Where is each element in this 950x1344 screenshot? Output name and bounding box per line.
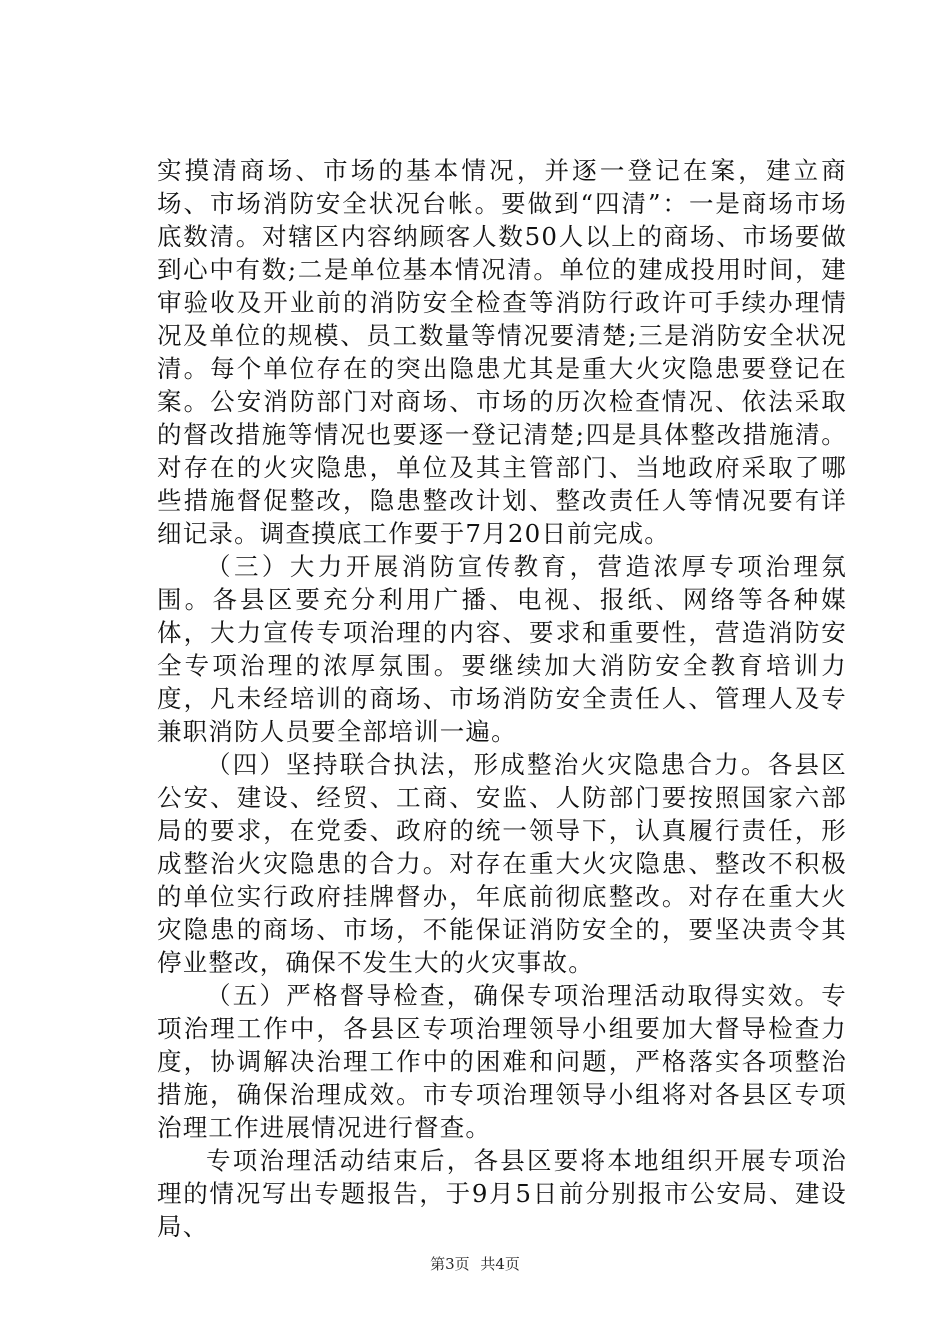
paragraph-conclusion: 专项治理活动结束后，各县区要将本地组织开展专项治理的情况写出专题报告，于9月5日前分别报市公安局、建设局、 [157, 1146, 847, 1241]
paragraph-section-5: （五）严格督导检查，确保专项治理活动取得实效。专项治理工作中，各县区专项治理领导小组要加大督导检查力度，协调解决治理工作中的困难和问题，严格落实各项整治措施，确保治理成效。市专项治理领导小组将对各县区专项治理工作进展情况进行督查。 [157, 981, 847, 1142]
document-body [157, 154, 847, 1243]
paragraph-section-3: （三）大力开展消防宣传教育，营造浓厚专项治理氛围。各县区要充分利用广播、电视、报纸、网络等各种媒体，大力宣传专项治理的内容、要求和重要性，营造消防安全专项治理的浓厚氛围。要继续加大消防安全教育培训力度，凡未经培训的商场、市场消防安全责任人、管理人及专兼职消防人员要全部培训一遍。 [157, 552, 847, 746]
page-number: 第3页 [430, 1255, 470, 1273]
page-total: 共4页 [480, 1255, 520, 1273]
page-footer [0, 1253, 950, 1274]
paragraph-investigation: 实摸清商场、市场的基本情况，并逐一登记在案，建立商场、市场消防安全状况台帐。要做到“四清”：一是商场市场底数清。对辖区内容纳顾客人数50人以上的商场、市场要做到心中有数;二是单位基本情况清。单位的建成投用时间，建审验收及开业前的消防安全检查等消防行政许可手续办理情况及单位的规模、员工数量等情况要清楚;三是消防安全状况清。每个单位存在的突出隐患尤其是重大火灾隐患要登记在案。公安消防部门对商场、市场的历次检查情况、依法采取的督改措施等情况也要逐一登记清楚;四是具体整改措施清。对存在的火灾隐患，单位及其主管部门、当地政府采取了哪些措施督促整改，隐患整改计划、整改责任人等情况要有详细记录。调查摸底工作要于7月20日前完成。 [157, 156, 847, 548]
paragraph-section-4: （四）坚持联合执法，形成整治火灾隐患合力。各县区公安、建设、经贸、工商、安监、人防部门要按照国家六部局的要求，在党委、政府的统一领导下，认真履行责任，形成整治火灾隐患的合力。对存在重大火灾隐患、整改不积极的单位实行政府挂牌督办，年底前彻底整改。对存在重大火灾隐患的商场、市场，不能保证消防安全的，要坚决责令其停业整改，确保不发生大的火灾事故。 [157, 750, 847, 977]
